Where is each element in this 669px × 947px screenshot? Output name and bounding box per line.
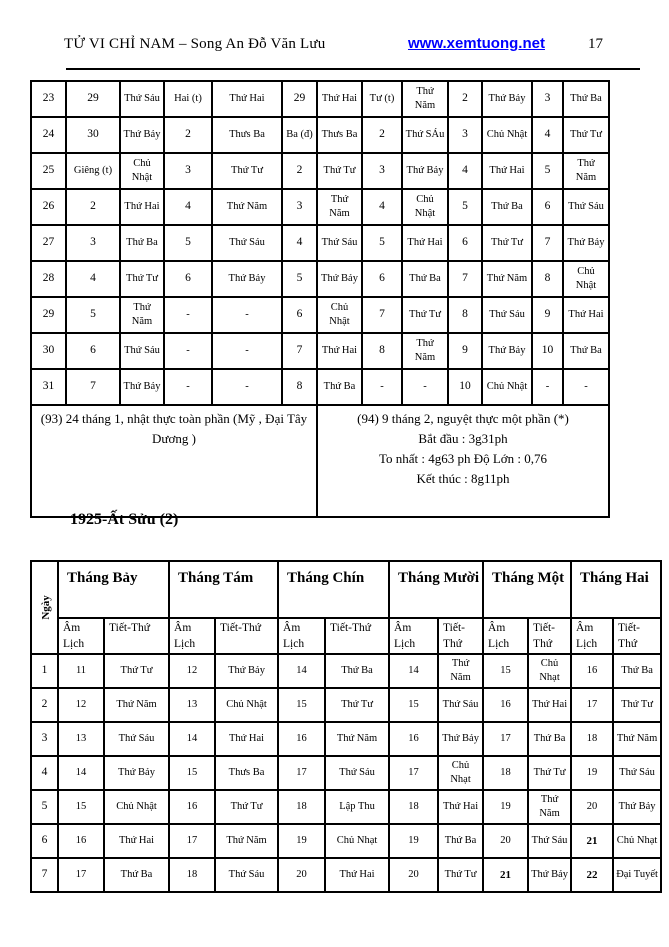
eclipse-table-cell: 3 <box>282 189 317 225</box>
am-lich-cell: 15 <box>278 688 325 722</box>
tiet-thu-cell: Thứ Sáu <box>215 858 278 892</box>
eclipse-table-row <box>31 369 609 405</box>
day-number: 6 <box>31 824 58 858</box>
am-lich-cell: 15 <box>58 790 104 824</box>
am-lich-cell: 15 <box>169 756 215 790</box>
eclipse-table-cell: 7 <box>66 369 120 405</box>
tiet-thu-cell: Thứ Bảy <box>438 722 483 756</box>
tiet-thu-cell: Thứ Sáu <box>104 722 169 756</box>
eclipse-table-cell: Thứ Tư <box>212 153 282 189</box>
month-header: Tháng Mười <box>389 561 483 618</box>
eclipse-table-cell: 4 <box>282 225 317 261</box>
eclipse-table-cell: 3 <box>164 153 212 189</box>
eclipse-table-cell: Thứ Sáu <box>563 189 609 225</box>
eclipse-table-cell: 5 <box>164 225 212 261</box>
tiet-thu-cell: Đại Tuyết <box>613 858 661 892</box>
eclipse-table-cell: Thứ Hai <box>317 81 362 117</box>
day-number: 7 <box>31 858 58 892</box>
month-table-row <box>31 722 661 756</box>
eclipse-table-cell: 6 <box>362 261 402 297</box>
month-table-row <box>31 688 661 722</box>
eclipse-table-cell: Chủ Nhật <box>482 117 532 153</box>
note-line: Bắt đầu : 3g31ph <box>418 431 508 447</box>
eclipse-table-cell: Thứ Bảy <box>212 261 282 297</box>
month-header: Tháng Tám <box>169 561 278 618</box>
tiet-thu-cell: Thứ Năm <box>215 824 278 858</box>
tiet-thu-cell: Chủ Nhật <box>215 688 278 722</box>
tiet-thu-cell: Chủ Nhật <box>104 790 169 824</box>
eclipse-table-cell: Thứ Năm <box>402 81 448 117</box>
tiet-thu-cell: Thứ Bảy <box>104 756 169 790</box>
am-lich-cell: 12 <box>58 688 104 722</box>
eclipse-note-left: (93) 24 tháng 1, nhật thực toàn phần (Mỹ , Đại Tây Dương ) <box>31 405 317 517</box>
tiet-thu-cell: Thứ Bảy <box>528 858 571 892</box>
day-number: 1 <box>31 654 58 688</box>
eclipse-table-cell: 6 <box>66 333 120 369</box>
eclipse-table-cell: Thứ Sáu <box>482 297 532 333</box>
tiet-thu-cell: Chủ Nhạt <box>528 654 571 688</box>
month-table-row <box>31 790 661 824</box>
eclipse-table-row <box>31 189 609 225</box>
tiet-thu-cell: Thưs Ba <box>215 756 278 790</box>
tiet-thu-cell: Chủ Nhạt <box>438 756 483 790</box>
month-table-row <box>31 824 661 858</box>
eclipse-table-cell: Thứ Tư <box>402 297 448 333</box>
tiet-thu-cell: Thứ Hai <box>438 790 483 824</box>
eclipse-table-cell: Tư (t) <box>362 81 402 117</box>
am-lich-cell: 18 <box>571 722 613 756</box>
tiet-thu-cell: Thứ Sáu <box>438 688 483 722</box>
day-number: 5 <box>31 790 58 824</box>
am-lich-cell: 17 <box>169 824 215 858</box>
am-lich-cell: 19 <box>483 790 528 824</box>
eclipse-table-cell: 28 <box>31 261 66 297</box>
eclipse-table-row <box>31 225 609 261</box>
tiet-thu-cell: Thứ Ba <box>528 722 571 756</box>
am-lich-cell: 19 <box>571 756 613 790</box>
eclipse-table-cell: - <box>212 333 282 369</box>
eclipse-table-cell: 2 <box>282 153 317 189</box>
eclipse-table-cell: 5 <box>66 297 120 333</box>
eclipse-table-cell: - <box>164 333 212 369</box>
eclipse-table-cell: 29 <box>66 81 120 117</box>
eclipse-table-cell: 2 <box>66 189 120 225</box>
day-column-corner <box>31 561 58 654</box>
eclipse-table-row <box>31 117 609 153</box>
eclipse-table-cell: Thứ Năm <box>482 261 532 297</box>
eclipse-table-cell: Thứ Sáu <box>212 225 282 261</box>
eclipse-table-cell: Thứ Ba <box>402 261 448 297</box>
eclipse-table-cell: 23 <box>31 81 66 117</box>
eclipse-table-cell: Thứ Hai <box>317 333 362 369</box>
am-lich-cell: 14 <box>278 654 325 688</box>
subheader-cell: Âm Lịch <box>483 618 528 654</box>
eclipse-table-cell: Thứ Hai <box>563 297 609 333</box>
tiet-thu-cell: Lập Thu <box>325 790 389 824</box>
eclipse-table-cell: Thứ Ba <box>120 225 164 261</box>
eclipse-table-cell: Thứ Năm <box>120 297 164 333</box>
am-lich-cell: 18 <box>483 756 528 790</box>
am-lich-cell: 13 <box>58 722 104 756</box>
tiet-thu-cell: Thứ Tư <box>215 790 278 824</box>
eclipse-table-cell: 5 <box>362 225 402 261</box>
eclipse-table-cell: Thứ Ba <box>317 369 362 405</box>
eclipse-table-cell: 29 <box>282 81 317 117</box>
month-table-row <box>31 654 661 688</box>
eclipse-table-cell: Chủ Nhật <box>120 153 164 189</box>
page-number: 17 <box>588 36 603 52</box>
eclipse-table-cell: - <box>212 369 282 405</box>
subheader-row <box>31 618 661 654</box>
month-header: Tháng Một <box>483 561 571 618</box>
eclipse-table-cell: 26 <box>31 189 66 225</box>
tiet-thu-cell: Thứ Sáu <box>528 824 571 858</box>
eclipse-table-cell: 10 <box>448 369 482 405</box>
am-lich-cell: 17 <box>389 756 438 790</box>
month-table-row <box>31 858 661 892</box>
month-header: Tháng Chín <box>278 561 389 618</box>
subheader-cell: Âm Lịch <box>278 618 325 654</box>
month-header: Tháng Bảy <box>58 561 169 618</box>
eclipse-table-cell: 8 <box>282 369 317 405</box>
eclipse-table-cell: Thưs Ba <box>212 117 282 153</box>
eclipse-table-cell: 10 <box>532 333 563 369</box>
eclipse-table-cell: - <box>402 369 448 405</box>
tiet-thu-cell: Thứ Ba <box>438 824 483 858</box>
eclipse-table-cell: 31 <box>31 369 66 405</box>
subheader-cell: Âm Lịch <box>58 618 104 654</box>
am-lich-cell: 15 <box>389 688 438 722</box>
eclipse-table-cell: 5 <box>532 153 563 189</box>
am-lich-cell: 14 <box>58 756 104 790</box>
eclipse-table-cell: Thưs Ba <box>317 117 362 153</box>
month-header: Tháng Hai <box>571 561 661 618</box>
eclipse-table-cell: 7 <box>448 261 482 297</box>
tiet-thu-cell: Chủ Nhạt <box>613 824 661 858</box>
eclipse-table-cell: - <box>563 369 609 405</box>
eclipse-table-cell: 4 <box>448 153 482 189</box>
eclipse-table-cell: 9 <box>448 333 482 369</box>
eclipse-table-cell: Thứ SÁu <box>402 117 448 153</box>
day-number: 4 <box>31 756 58 790</box>
eclipse-table-cell: Thứ Tư <box>482 225 532 261</box>
eclipse-table-row <box>31 261 609 297</box>
eclipse-table-cell: Thứ Bảy <box>120 369 164 405</box>
tiet-thu-cell: Thứ Năm <box>613 722 661 756</box>
subheader-cell: Âm Lịch <box>169 618 215 654</box>
year-section-title: 1925-Ất Sửu (2) <box>70 511 179 528</box>
tiet-thu-cell: Thứ Hai <box>325 858 389 892</box>
am-lich-cell: 18 <box>389 790 438 824</box>
eclipse-table-row <box>31 333 609 369</box>
tiet-thu-cell: Thứ Năm <box>438 654 483 688</box>
eclipse-table-cell: Thứ Năm <box>402 333 448 369</box>
eclipse-table-cell: 29 <box>31 297 66 333</box>
tiet-thu-cell: Thứ Năm <box>528 790 571 824</box>
eclipse-table-cell: Thứ Sáu <box>120 81 164 117</box>
am-lich-cell: 20 <box>278 858 325 892</box>
note-line: Kết thúc : 8g11ph <box>416 471 510 487</box>
tiet-thu-cell: Thứ Hai <box>528 688 571 722</box>
eclipse-table-cell: 8 <box>362 333 402 369</box>
eclipse-table-cell: Chủ Nhật <box>317 297 362 333</box>
note-line: (94) 9 tháng 2, nguyệt thực một phần (*) <box>357 411 569 426</box>
eclipse-table <box>30 80 610 518</box>
eclipse-table-cell: 30 <box>31 333 66 369</box>
eclipse-table-cell: 7 <box>362 297 402 333</box>
eclipse-table-cell: Thứ Bảy <box>402 153 448 189</box>
am-lich-cell: 20 <box>483 824 528 858</box>
eclipse-table-cell: 2 <box>362 117 402 153</box>
am-lich-cell: 19 <box>389 824 438 858</box>
eclipse-table-cell: 6 <box>164 261 212 297</box>
eclipse-table-cell: Thứ Hai <box>482 153 532 189</box>
eclipse-table-cell: 6 <box>448 225 482 261</box>
eclipse-table-cell: 2 <box>164 117 212 153</box>
am-lich-cell: 21 <box>483 858 528 892</box>
tiet-thu-cell: Thứ Tư <box>528 756 571 790</box>
book-title: TỬ VI CHỈ NAM – Song An Đỗ Văn Lưu <box>64 36 326 52</box>
eclipse-table-cell: Thứ Ba <box>482 189 532 225</box>
subheader-cell: Tiết-Thứ <box>438 618 483 654</box>
tiet-thu-cell: Thứ Sáu <box>613 756 661 790</box>
eclipse-table-cell: 7 <box>532 225 563 261</box>
am-lich-cell: 17 <box>58 858 104 892</box>
tiet-thu-cell: Thứ Ba <box>613 654 661 688</box>
eclipse-table-cell: 25 <box>31 153 66 189</box>
am-lich-cell: 16 <box>278 722 325 756</box>
eclipse-table-cell: Thứ Hai <box>402 225 448 261</box>
eclipse-table-cell: 8 <box>448 297 482 333</box>
eclipse-table-cell: 30 <box>66 117 120 153</box>
subheader-cell: Tiết-Thứ <box>528 618 571 654</box>
eclipse-table-cell: Thứ Bảy <box>120 117 164 153</box>
tiet-thu-cell: Thứ Tư <box>438 858 483 892</box>
am-lich-cell: 20 <box>389 858 438 892</box>
eclipse-table-cell: - <box>164 369 212 405</box>
month-table-body <box>31 654 661 892</box>
eclipse-table-cell: Chủ Nhật <box>402 189 448 225</box>
month-table <box>30 560 662 893</box>
eclipse-table-cell: Chủ Nhật <box>482 369 532 405</box>
eclipse-table-cell: 3 <box>532 81 563 117</box>
eclipse-table-cell: Thứ Ba <box>563 81 609 117</box>
am-lich-cell: 16 <box>389 722 438 756</box>
eclipse-table-cell: 5 <box>448 189 482 225</box>
am-lich-cell: 17 <box>571 688 613 722</box>
am-lich-cell: 18 <box>169 858 215 892</box>
am-lich-cell: 16 <box>483 688 528 722</box>
eclipse-table-cell: Thứ Tư <box>563 117 609 153</box>
eclipse-table-cell: 8 <box>532 261 563 297</box>
am-lich-cell: 20 <box>571 790 613 824</box>
tiet-thu-cell: Thứ Bảy <box>215 654 278 688</box>
am-lich-cell: 16 <box>571 654 613 688</box>
eclipse-table-cell: 27 <box>31 225 66 261</box>
eclipse-table-cell: Chủ Nhật <box>563 261 609 297</box>
am-lich-cell: 14 <box>389 654 438 688</box>
eclipse-table-cell: - <box>164 297 212 333</box>
eclipse-table-cell: 7 <box>282 333 317 369</box>
eclipse-table-cell: Thứ Sáu <box>317 225 362 261</box>
tiet-thu-cell: Thứ Hai <box>215 722 278 756</box>
eclipse-table-row <box>31 81 609 117</box>
subheader-cell: Tiết-Thứ <box>325 618 389 654</box>
eclipse-notes-row <box>31 405 609 517</box>
eclipse-table-cell: Thứ Bảy <box>317 261 362 297</box>
month-table-row <box>31 756 661 790</box>
am-lich-cell: 16 <box>58 824 104 858</box>
day-number: 3 <box>31 722 58 756</box>
subheader-cell: Âm Lịch <box>389 618 438 654</box>
subheader-cell: Âm Lịch <box>571 618 613 654</box>
tiet-thu-cell: Thứ Tư <box>104 654 169 688</box>
eclipse-table-row <box>31 297 609 333</box>
day-number: 2 <box>31 688 58 722</box>
tiet-thu-cell: Thứ Tư <box>325 688 389 722</box>
eclipse-table-body <box>31 81 609 405</box>
am-lich-cell: 11 <box>58 654 104 688</box>
eclipse-table-cell: Thứ Năm <box>212 189 282 225</box>
eclipse-table-cell: Thứ Bảy <box>482 333 532 369</box>
am-lich-cell: 14 <box>169 722 215 756</box>
eclipse-note-right <box>317 405 609 517</box>
note-line: To nhất : 4g63 ph Độ Lớn : 0,76 <box>378 451 548 467</box>
eclipse-table-cell: Thứ Hai <box>120 189 164 225</box>
eclipse-table-row <box>31 153 609 189</box>
website-link[interactable]: www.xemtuong.net <box>408 35 545 52</box>
eclipse-table-cell: Thứ Tư <box>120 261 164 297</box>
eclipse-table-cell: Thứ Năm <box>563 153 609 189</box>
eclipse-table-cell: Thứ Ba <box>563 333 609 369</box>
eclipse-table-cell: Thứ Bảy <box>563 225 609 261</box>
eclipse-table-cell: Thứ Bảy <box>482 81 532 117</box>
am-lich-cell: 12 <box>169 654 215 688</box>
subheader-cell: Tiết-Thứ <box>613 618 661 654</box>
tiet-thu-cell: Thứ Ba <box>325 654 389 688</box>
am-lich-cell: 18 <box>278 790 325 824</box>
eclipse-table-cell: 3 <box>66 225 120 261</box>
tiet-thu-cell: Thứ Hai <box>104 824 169 858</box>
eclipse-table-cell: 5 <box>282 261 317 297</box>
subheader-cell: Tiết-Thứ <box>215 618 278 654</box>
eclipse-table-cell: 3 <box>448 117 482 153</box>
eclipse-table-cell: Hai (t) <box>164 81 212 117</box>
month-header-row <box>31 561 661 618</box>
am-lich-cell: 17 <box>278 756 325 790</box>
tiet-thu-cell: Thứ Bảy <box>613 790 661 824</box>
tiet-thu-cell: Thứ Sáu <box>325 756 389 790</box>
eclipse-table-cell: 4 <box>362 189 402 225</box>
am-lich-cell: 13 <box>169 688 215 722</box>
tiet-thu-cell: Thứ Tư <box>613 688 661 722</box>
tiet-thu-cell: Chủ Nhạt <box>325 824 389 858</box>
eclipse-table-cell: 24 <box>31 117 66 153</box>
eclipse-table-cell: Thứ Hai <box>212 81 282 117</box>
day-column-label: Ngày <box>39 595 52 620</box>
eclipse-table-cell: 3 <box>362 153 402 189</box>
eclipse-table-cell: Giêng (t) <box>66 153 120 189</box>
tiet-thu-cell: Thứ Năm <box>104 688 169 722</box>
subheader-cell: Tiết-Thứ <box>104 618 169 654</box>
am-lich-cell: 17 <box>483 722 528 756</box>
eclipse-table-cell: 2 <box>448 81 482 117</box>
eclipse-table-cell: Thứ Năm <box>317 189 362 225</box>
eclipse-table-cell: - <box>532 369 563 405</box>
am-lich-cell: 19 <box>278 824 325 858</box>
eclipse-table-cell: - <box>362 369 402 405</box>
tiet-thu-cell: Thứ Ba <box>104 858 169 892</box>
eclipse-table-cell: Thứ Sáu <box>120 333 164 369</box>
eclipse-table-cell: - <box>212 297 282 333</box>
tiet-thu-cell: Thứ Năm <box>325 722 389 756</box>
eclipse-table-cell: 6 <box>532 189 563 225</box>
am-lich-cell: 21 <box>571 824 613 858</box>
eclipse-table-cell: Ba (đ) <box>282 117 317 153</box>
eclipse-table-cell: 4 <box>532 117 563 153</box>
header-divider <box>66 68 640 70</box>
am-lich-cell: 16 <box>169 790 215 824</box>
month-table-head <box>31 561 661 654</box>
am-lich-cell: 15 <box>483 654 528 688</box>
am-lich-cell: 22 <box>571 858 613 892</box>
eclipse-table-cell: 4 <box>164 189 212 225</box>
eclipse-table-cell: 6 <box>282 297 317 333</box>
eclipse-table-cell: 4 <box>66 261 120 297</box>
eclipse-table-cell: 9 <box>532 297 563 333</box>
eclipse-table-cell: Thứ Tư <box>317 153 362 189</box>
